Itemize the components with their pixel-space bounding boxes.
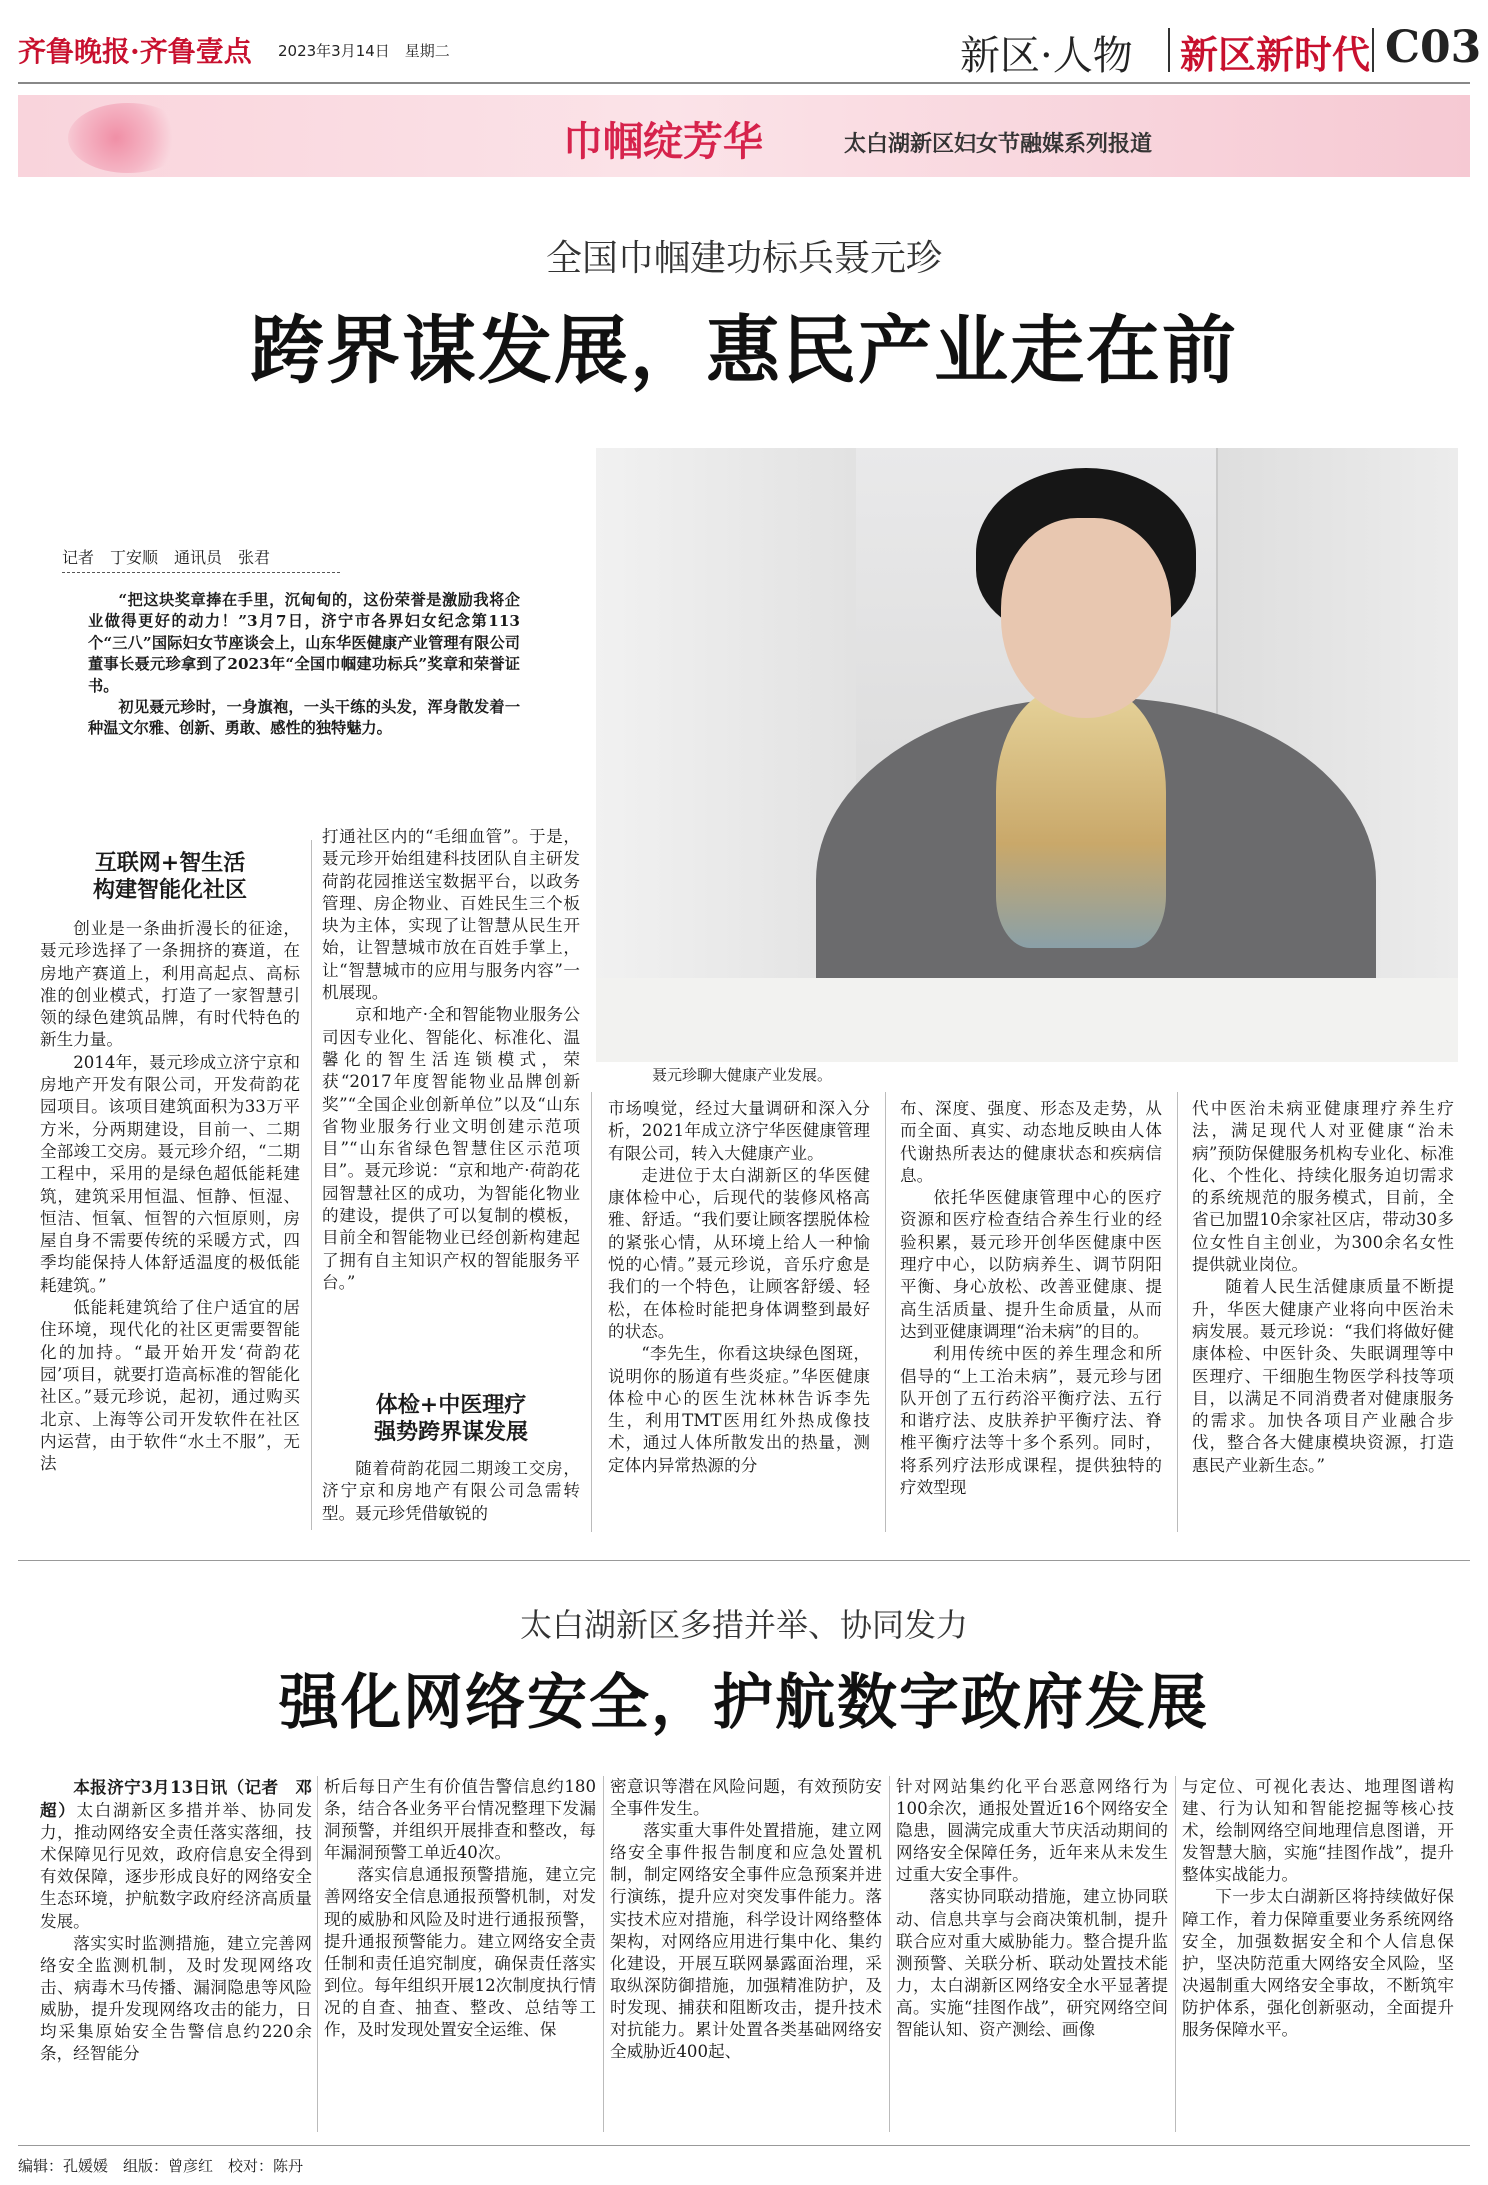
- page-number: C03: [1385, 22, 1482, 73]
- photo-caption: 聂元珍聊大健康产业发展。: [652, 1066, 833, 1084]
- section-brand: 新区新时代: [1180, 32, 1371, 77]
- column-separator: [311, 840, 312, 1530]
- story-divider: [18, 1560, 1470, 1561]
- column-separator: [885, 1092, 886, 1532]
- footer-rule: [18, 2145, 1470, 2146]
- header-rule: [18, 82, 1470, 84]
- header-divider: [1372, 28, 1374, 72]
- column-separator: [591, 1092, 592, 1532]
- flower-decoration: [68, 103, 188, 173]
- issue-date: 2023年3月14日 星期二: [278, 42, 450, 60]
- story2-column-2: 析后每日产生有价值告警信息约180条，结合各业务平台情况整理下发漏洞预警，并组织开展排查和整改，每年漏洞预警工单近40次。 落实信息通报预警措施，建立完善网络安全信息通报预警机制，对发现的威胁和风险及时进行通报预警，提升通报预警能力。建立网络安全责任制和责任追究制度，确保责任落实到位。每年组织开展12次制度执行情况的自查、抽查、整改、总结等工作，及时发现处置安全运维、保: [324, 1777, 596, 2040]
- column-separator: [889, 1776, 890, 2132]
- column-separator: [603, 1776, 604, 2132]
- story1-column-3: 市场嗅觉，经过大量调研和深入分析，2021年成立济宁华医健康管理有限公司，转入大健康产业。 走进位于太白湖新区的华医健康体检中心，后现代的装修风格高雅、舒适。“我们要让顾客摆脱体检的紧张心情，从环境上给人一种愉悦的心情。”聂元珍说，音乐疗愈是我们的一个特色，让顾客舒缓、轻松，在体检时能把身体调整到最好的状态。 “李先生，你看这块绿色图斑，说明你的肠道有些炎症。”华医健康体检中心的医生沈林林告诉李先生，利用TMT医用红外热成像技术，通过人体所散发出的热量，测定体内异常热源的分: [608, 1099, 870, 1475]
- story2-column-4: 针对网站集约化平台恶意网络行为100余次，通报处置近16个网络安全隐患，圆满完成重大节庆活动期间的网络安全保障任务，近年来从未发生过重大安全事件。 落实协同联动措施，建立协同联动、信息共享与会商决策机制，提升联合应对重大威胁能力。整合提升监测预警、关联分析、联动处置技术能力，太白湖新区网络安全水平显著提高。实施“挂图作战”，研究网络空间智能认知、资产测绘、画像: [896, 1777, 1168, 2040]
- header-divider: [1168, 28, 1170, 72]
- story1-lead: [88, 590, 520, 740]
- story1-column-4: 布、深度、强度、形态及走势，从而全面、真实、动态地反映由人体代谢热所表达的健康状态和疾病信息。 依托华医健康管理中心的医疗资源和医疗检查结合养生行业的经验积累，聂元珍开创华医健康中医理疗中心，以防病养生、调节阴阳平衡、身心放松、改善亚健康、提高生活质量、提升生命质量，从而达到亚健康调理“治未病”的目的。 利用传统中医的养生理念和所倡导的“上工治未病”，聂元珍与团队开创了五行药浴平衡疗法、五行和谐疗法、皮肤养护平衡疗法、脊椎平衡疗法等十多个系列。同时，将系列疗法形成课程，提供独特的疗效型现: [900, 1099, 1162, 1498]
- byline-rule: [62, 572, 340, 573]
- credits-footer: 编辑：孔媛媛 组版：曾彦红 校对：陈丹: [18, 2157, 304, 2175]
- story1-kicker: 全国巾帼建功标兵聂元珍: [545, 238, 942, 279]
- portrait-photo: [596, 448, 1458, 1062]
- column-separator: [1177, 1092, 1178, 1532]
- story2-column-1: 本报济宁3月13日讯（记者 邓超）太白湖新区多措并举、协同发力，推动网络安全责任落实落细，技术保障见行见效，政府信息安全得到有效保障，逐步形成良好的网络安全生态环境，护航数字政府经济高质量发展。 落实实时监测措施，建立完善网络安全监测机制，及时发现网络攻击、病毒木马传播、漏洞隐患等风险威胁，提升发现网络攻击的能力，日均采集原始安全告警信息约220余条，经智能分: [40, 1777, 312, 2064]
- story2-column-3: 密意识等潜在风险问题，有效预防安全事件发生。 落实重大事件处置措施，建立网络安全事件报告制度和应急处置机制，制定网络安全事件应急预案并进行演练，提升应对突发事件能力。落实技术应对措施，科学设计网络整体架构，对网络应用进行集中化、集约化建设，开展互联网暴露面治理，采取纵深防御措施，加强精准防护，及时发现、捕获和阻断攻击，提升技术对抗能力。累计处置各类基础网络安全威胁近400起、: [610, 1777, 882, 2062]
- lead-paragraph: “把这块奖章捧在手里，沉甸甸的，这份荣誉是激励我将企业做得更好的动力！”3月7日，济宁市各界妇女纪念第113个“三八”国际妇女节座谈会上，山东华医健康产业管理有限公司董事长聂元珍拿到了2023年“全国巾帼建功标兵”奖章和荣誉证书。: [88, 591, 520, 695]
- lead-paragraph: 初见聂元珍时，一身旗袍，一头干练的头发，浑身散发着一种温文尔雅、创新、勇敢、感性的独特魅力。: [88, 698, 520, 738]
- story1-subhead-2: 体检+中医理疗 强势跨界谋发展: [373, 1392, 528, 1445]
- section-name: 新区·人物: [960, 33, 1133, 79]
- story1-column-5: 代中医治未病亚健康理疗养生疗法，满足现代人对亚健康“治未病”预防保健服务机构专业化、标准化、个性化、持续化服务迫切需求的系统规范的服务模式，目前，全省已加盟10余家社区店，带动30多位女性自主创业，为300余名女性提供就业岗位。 随着人民生活健康质量不断提升，华医大健康产业将向中医治未病发展。聂元珍说：“我们将做好健康体检、中医针灸、失眠调理等中医理疗、干细胞生物医学科技等项目，以满足不同消费者对健康服务的需求。加快各项目产业融合步伐，整合各大健康模块资源，打造惠民产业新生态。”: [1192, 1099, 1454, 1475]
- story2-kicker: 太白湖新区多措并举、协同发力: [519, 1606, 968, 1644]
- story2-headline: 强化网络安全，护航数字政府发展: [279, 1668, 1209, 1738]
- byline: 记者 丁安顺 通讯员 张君: [62, 548, 271, 567]
- story1-headline: 跨界谋发展，惠民产业走在前: [250, 308, 1238, 394]
- banner-title: 巾帼绽芳华: [563, 118, 763, 165]
- dateline: 本报济宁3月13日讯（记者 邓超）: [40, 1777, 312, 1821]
- story1-column-2b: 随着荷韵花园二期竣工交房，济宁京和房地产有限公司急需转型。聂元珍凭借敏锐的: [322, 1459, 580, 1523]
- story1-subhead-1: 互联网+智生活 构建智能化社区: [92, 850, 247, 903]
- column-separator: [317, 1776, 318, 2132]
- banner-subtitle: 太白湖新区妇女节融媒系列报道: [844, 131, 1153, 157]
- story2-column-5: 与定位、可视化表达、地理图谱构建、行为认知和智能挖掘等核心技术，绘制网络空间地理信息图谱，开发智慧大脑，实施“挂图作战”，提升整体实战能力。 下一步太白湖新区将持续做好保障工作，着力保障重要业务系统网络安全，加强数据安全和个人信息保护，坚决防范重大网络安全风险，坚决遏制重大网络安全事故，不断筑牢防护体系，强化创新驱动，全面提升服务保障水平。: [1182, 1777, 1454, 2040]
- story1-column-1: 创业是一条曲折漫长的征途，聂元珍选择了一条拥挤的赛道，在房地产赛道上，利用高起点、高标准的创业模式，打造了一家智慧引领的绿色建筑品牌，有时代特色的新生力量。 2014年，聂元珍成立济宁京和房地产开发有限公司，开发荷韵花园项目。该项目建筑面积为33万平方米，分两期建设，目前一、二期全部竣工交房。聂元珍介绍，“二期工程中，采用的是绿色超低能耗建筑，建筑采用恒温、恒静、恒湿、恒洁、恒氧、恒智的六恒原则，房屋自身不需要传统的采暖方式，四季均能保持人体舒适温度的极低能耗建筑。” 低能耗建筑给了住户适宜的居住环境，现代化的社区更需要智能化的加持。“最开始开发‘荷韵花园’项目，就要打造高标准的智能化社区。”聂元珍说，起初，通过购买北京、上海等公司开发软件在社区内运营，由于软件“水土不服”，无法: [40, 919, 300, 1474]
- story1-column-2: 打通社区内的“毛细血管”。于是，聂元珍开始组建科技团队自主研发荷韵花园推送宝数据平台，以政务管理、房企物业、百姓民生三个板块为主体，实现了让智慧从民生开始，让智慧城市放在百姓手掌上，让“智慧城市的应用与服务内容”一机展现。 京和地产·全和智能物业服务公司因专业化、智能化、标准化、温馨化的智生活连锁模式，荣获“2017年度智能物业品牌创新奖”“全国企业创新单位”以及“山东省物业服务行业文明创建示范项目”“山东省绿色智慧住区示范项目”。聂元珍说：“京和地产·荷韵花园智慧社区的成功，为智能化物业的建设，提供了可以复制的模板，目前全和智能物业已经创新构建起了拥有自主知识产权的智能服务平台。”: [322, 827, 580, 1292]
- column-separator: [1175, 1776, 1176, 2132]
- masthead: 齐鲁晚报·齐鲁壹点: [18, 35, 252, 68]
